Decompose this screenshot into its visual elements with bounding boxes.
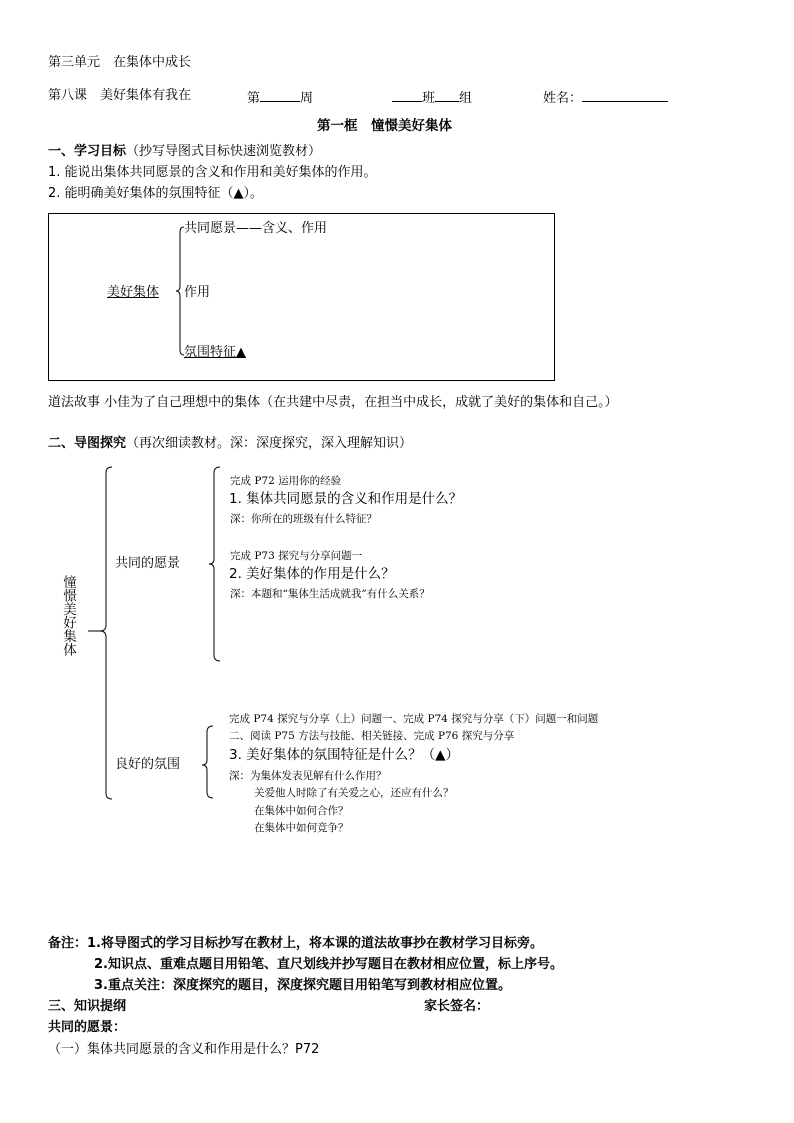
map-branch-role: 作用 [184, 285, 211, 300]
branch-vision-bracket [209, 467, 220, 661]
task-p75: 二、阅读 P75 方法与技能、相关链接、完成 P76 探究与分享 [229, 730, 515, 742]
law-story: 道法故事 小佳为了自己理想中的集体（在共建中尽责，在担当中成长，成就了美好的集体和自己。） [48, 395, 618, 410]
section1-note: （抄写导图式目标快速浏览教材） [126, 144, 322, 159]
deep-question-3d: 在集体中如何竞争？ [254, 822, 349, 834]
question-1: 1. 集体共同愿景的含义和作用是什么？ [229, 491, 463, 507]
parent-signature-label: 家长签名： [424, 999, 490, 1014]
section3-subheading: 共同的愿景： [48, 1020, 127, 1035]
branch-atmosphere-label: 良好的氛围 [115, 757, 181, 772]
branch-vision-label: 共同的愿景 [115, 556, 181, 571]
map-root: 美好集体 [107, 285, 160, 300]
lesson-title: 第八课 美好集体有我在 [48, 88, 192, 103]
root-bracket [100, 467, 112, 799]
task-p72: 完成 P72 运用你的经验 [230, 475, 342, 487]
remark-1: 备注：1.将导图式的学习目标抄写在教材上，将本课的道法故事抄在教材学习目标旁。 [48, 936, 543, 951]
task-p74: 完成 P74 探究与分享（上）问题一、完成 P74 探究与分享（下）问题一和问题 [229, 713, 599, 725]
outline-question-1: （一）集体共同愿景的含义和作用是什么？P72 [48, 1042, 320, 1057]
goal-map-bracket [176, 227, 184, 355]
unit-title: 第三单元 在集体中成长 [48, 55, 192, 70]
task-p73: 完成 P73 探究与分享问题一 [230, 550, 363, 562]
map-branch-atmosphere: 氛围特征▲ [184, 345, 246, 360]
goal-1: 1. 能说出集体共同愿景的含义和作用和美好集体的作用。 [48, 165, 377, 180]
deep-question-3b: 关爱他人时除了有关爱之心，还应有什么？ [254, 787, 454, 799]
name-field: 姓名： [543, 89, 668, 105]
goal-2: 2. 能明确美好集体的氛围特征（▲）。 [48, 186, 264, 201]
remark-2: 2.知识点、重难点题目用铅笔、直尺划线并抄写题目在教材相应位置，标上序号。 [94, 957, 563, 972]
deep-question-2: 深：本题和“集体生活成就我”有什么关系？ [230, 588, 430, 600]
question-2: 2. 美好集体的作用是什么？ [229, 566, 395, 582]
remark-3: 3.重点关注：深度探究的题目，深度探究题目用铅笔写到教材相应位置。 [94, 978, 511, 993]
deep-question-3a: 深：为集体发表见解有什么作用？ [229, 770, 387, 782]
class-field: 班 组 [392, 89, 472, 105]
section2-heading: 二、导图探究 [48, 436, 127, 451]
section2-note: （再次细读教材。深：深度探究，深入理解知识） [126, 436, 413, 451]
section1-heading: 一、学习目标 [48, 144, 127, 159]
question-3: 3. 美好集体的氛围特征是什么？（▲） [229, 747, 460, 763]
map-branch-vision: 共同愿景——含义、作用 [184, 221, 328, 236]
deep-question-3c: 在集体中如何合作？ [254, 805, 349, 817]
deep-question-1: 深：你所在的班级有什么特征？ [230, 513, 377, 525]
explore-root: 憧憬美好集体 [60, 575, 76, 656]
branch-atmosphere-bracket [202, 726, 213, 798]
page-title: 第一框 憧憬美好集体 [317, 118, 452, 134]
week-field: 第 周 [247, 91, 314, 106]
section3-heading: 三、知识提纲 [48, 999, 127, 1014]
